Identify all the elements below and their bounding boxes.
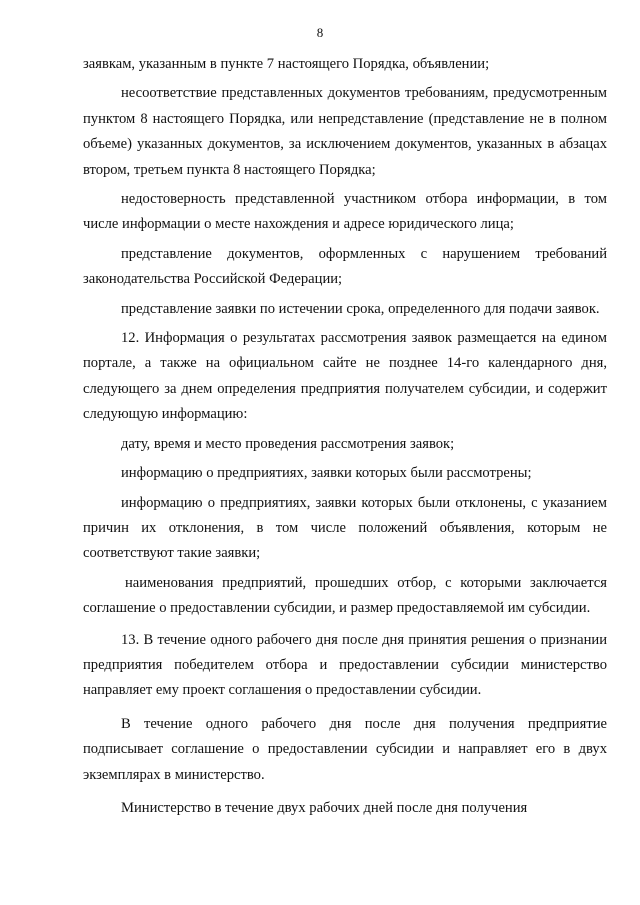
paragraph-selected-enterprises: наименования предприятий, прошедших отбор, с которыми заключается соглашение о предоставлении субсидии, и размер предоставляемой им субсидии. — [83, 574, 607, 617]
paragraph-signing-agreement: В течение одного рабочего дня после дня получения предприятие подписывает соглашение о предоставлении субсидии и направляет его в двух экземплярах в министерство. — [83, 715, 607, 783]
paragraph-rejected-applications: информацию о предприятиях, заявки которых были отклонены, с указанием причин их отклонения, в том числе положений объявления, которым не соответствуют такие заявки; — [83, 494, 607, 562]
paragraph-review-date-place: дату, время и место проведения рассмотрения заявок; — [121, 435, 455, 452]
paragraph-item-12: 12. Информация о результатах рассмотрения заявок размещается на едином портале, а также на официальном сайте не позднее 14-го календарного дня, следующего за днем определения предприятия получателем субсидии, и содержит следующую информацию: — [83, 330, 607, 423]
page-number: 8 — [316, 25, 324, 40]
paragraph-item-13: 13. В течение одного рабочего дня после дня принятия решения о признании предприятия победителем отбора и предоставлении субсидии министерство направляет ему проект соглашения о предоставлении субсидии. — [83, 631, 607, 699]
paragraph-mismatch-documents: несоответствие представленных документов требованиям, предусмотренным пунктом 8 настоящего Порядка, или непредставление (представление не в полном объеме) указанных документов, за исключением документов, указанных в абзацах втором, третьем пункта 8 настоящего Порядка; — [83, 85, 607, 178]
paragraph-reviewed-applications: информацию о предприятиях, заявки которых были рассмотрены; — [121, 465, 532, 482]
paragraph-continuation: заявкам, указанным в пункте 7 настоящего Порядка, объявлении; — [83, 56, 490, 72]
document-body — [83, 52, 607, 821]
paragraph-unreliable-information: недостоверность представленной участником отбора информации, в том числе информации о месте нахождения и адресе юридического лица; — [83, 191, 607, 233]
paragraph-late-submission: представление заявки по истечении срока, определенного для подачи заявок. — [121, 300, 600, 317]
paragraph-violation-of-law: представление документов, оформленных с нарушением требований законодательства Российской Федерации; — [83, 245, 607, 288]
paragraph-ministry-response: Министерство в течение двух рабочих дней после дня получения — [121, 799, 528, 816]
